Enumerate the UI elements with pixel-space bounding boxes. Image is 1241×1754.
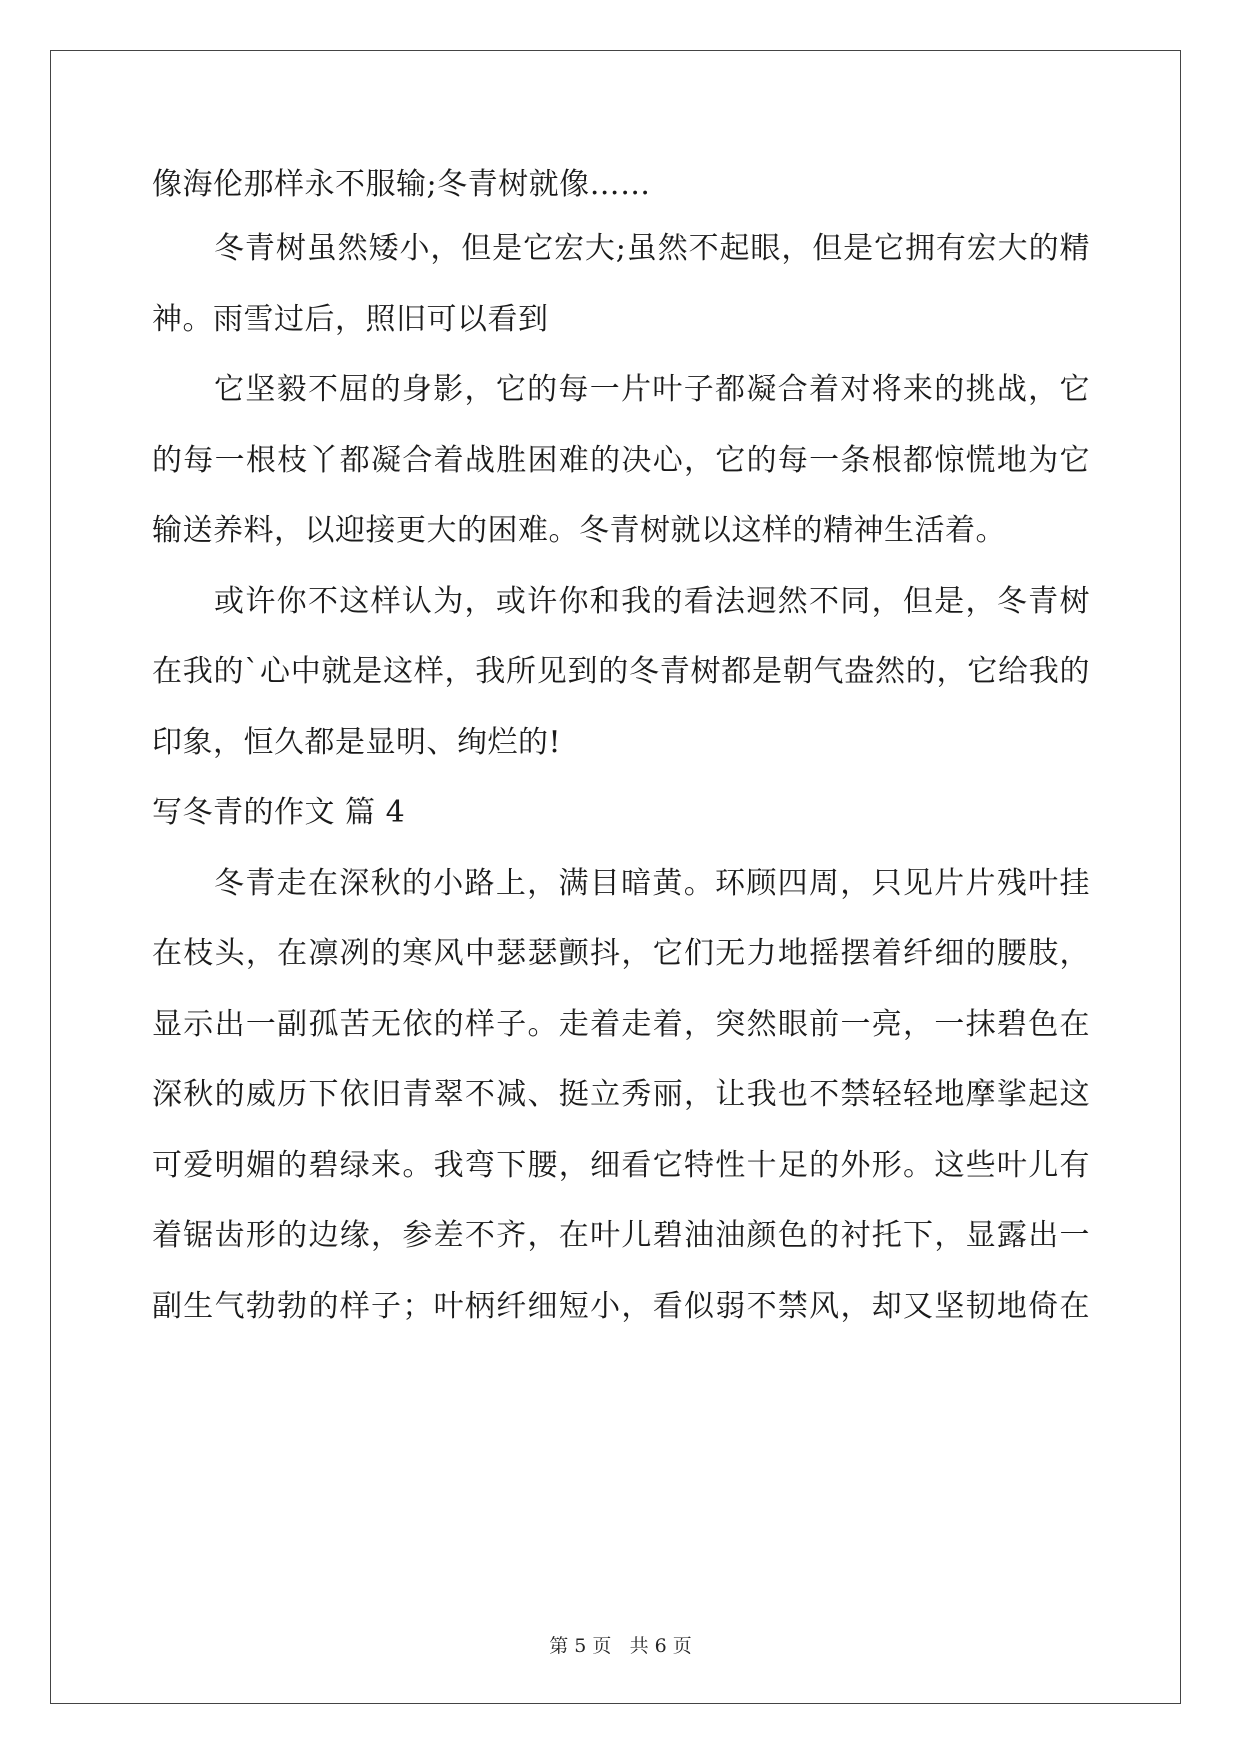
page-footer xyxy=(0,1634,1241,1658)
text-line-14: 深秋的威历下依旧青翠不减、挺立秀丽，让我也不禁轻轻地摩挲起这 xyxy=(152,1077,1090,1112)
text-line-9: 印象，恒久都是显明、绚烂的! xyxy=(152,725,562,760)
text-line-7: 或许你不这样认为，或许你和我的看法迥然不同，但是，冬青树 xyxy=(214,584,1090,619)
text-line-5: 的每一根枝丫都凝合着战胜困难的决心，它的每一条根都惊慌地为它 xyxy=(152,443,1090,478)
section-heading: 写冬青的作文 篇 4 xyxy=(152,795,406,830)
text-line-16: 着锯齿形的边缘，参差不齐，在叶儿碧油油颜色的衬托下，显露出一 xyxy=(152,1218,1090,1253)
text-line-15: 可爱明媚的碧绿来。我弯下腰，细看它特性十足的外形。这些叶儿有 xyxy=(152,1148,1090,1183)
page-total: 共 6 页 xyxy=(629,1635,692,1657)
text-line-2: 冬青树虽然矮小，但是它宏大;虽然不起眼，但是它拥有宏大的精 xyxy=(214,231,1090,266)
text-line-11: 冬青走在深秋的小路上，满目暗黄。环顾四周，只见片片残叶挂 xyxy=(214,866,1090,901)
text-line-12: 在枝头，在凛冽的寒风中瑟瑟颤抖，它们无力地摇摆着纤细的腰肢， xyxy=(152,936,1090,971)
text-line-8: 在我的`心中就是这样，我所见到的冬青树都是朝气盎然的，它给我的 xyxy=(152,654,1090,689)
text-line-1: 像海伦那样永不服输;冬青树就像…… xyxy=(152,167,651,202)
text-line-3: 神。雨雪过后，照旧可以看到 xyxy=(152,302,549,337)
text-line-4: 它坚毅不屈的身影，它的每一片叶子都凝合着对将来的挑战，它 xyxy=(214,372,1090,407)
page-number: 第 5 页 xyxy=(549,1635,612,1657)
text-line-17: 副生气勃勃的样子；叶柄纤细短小，看似弱不禁风，却又坚韧地倚在 xyxy=(152,1289,1090,1324)
text-line-6: 输送养料，以迎接更大的困难。冬青树就以这样的精神生活着。 xyxy=(152,513,1006,548)
text-line-13: 显示出一副孤苦无依的样子。走着走着，突然眼前一亮，一抹碧色在 xyxy=(152,1007,1090,1042)
